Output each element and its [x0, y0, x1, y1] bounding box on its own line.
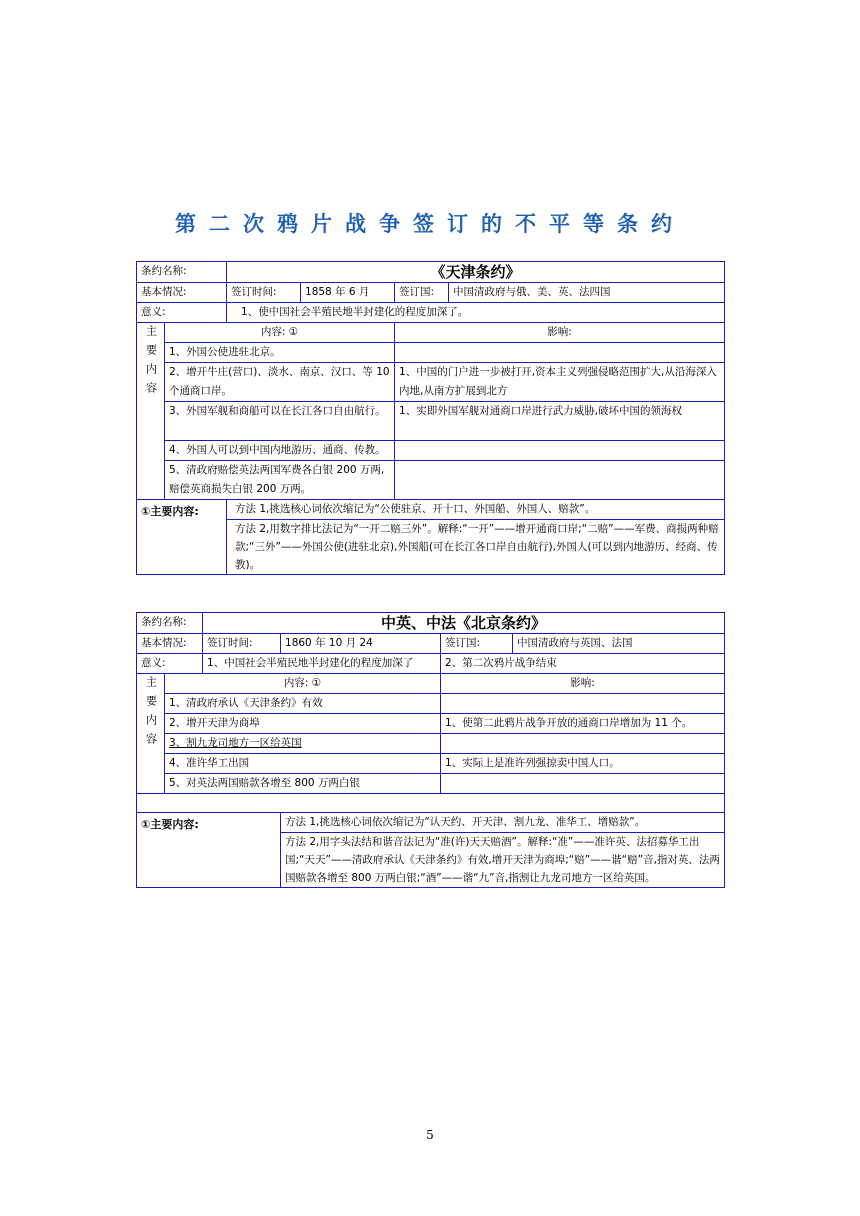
- meaning: 1、使中国社会半殖民地半封建化的程度加深了。: [227, 303, 725, 323]
- treaty-name: 《天津条约》: [227, 262, 725, 283]
- content-item: 1、外国公使进驻北京。: [165, 343, 395, 363]
- impact-header: 影响:: [395, 323, 725, 343]
- main-content-label: 主要内容: [137, 323, 165, 500]
- impact-item: 1、实际上是准许列强掠卖中国人口。: [441, 754, 725, 774]
- content-item: 3、割九龙司地方一区给英国: [165, 734, 441, 754]
- impact-item: [395, 441, 725, 461]
- signatories: 中国清政府与英国、法国: [513, 634, 725, 654]
- content-item: 3、外国军舰和商船可以在长江各口自由航行。: [165, 402, 395, 441]
- content-item: 4、外国人可以到中国内地游历、通商、传教。: [165, 441, 395, 461]
- impact-item: [395, 343, 725, 363]
- treaty-table-tianjin: [136, 261, 725, 575]
- basic-info-label: 基本情况:: [137, 634, 203, 654]
- impact-item: 1、实即外国军舰对通商口岸进行武力威胁,破坏中国的领海权: [395, 402, 725, 441]
- signatories: 中国清政府与俄、美、英、法四国: [449, 283, 725, 303]
- content-item: 5、清政府赔偿英法两国军费各白银 200 万两,赔偿英商损失白银 200 万两。: [165, 461, 395, 500]
- meaning-label: 意义:: [137, 654, 203, 674]
- content-item: 2、增开牛庄(营口)、淡水、南京、汉口、等 10 个通商口岸。: [165, 363, 395, 402]
- main-content-label: 主要内容: [137, 674, 165, 794]
- page-number: 5: [426, 1128, 434, 1142]
- sign-date-label: 签订时间:: [227, 283, 301, 303]
- impact-item: 1、使第二此鸦片战争开放的通商口岸增加为 11 个。: [441, 714, 725, 734]
- spacer-row: [137, 794, 725, 813]
- note-label: ①主要内容:: [137, 500, 227, 575]
- sign-date-label: 签订时间:: [203, 634, 281, 654]
- impact-item: [441, 694, 725, 714]
- signatories-label: 签订国:: [441, 634, 513, 654]
- sign-date: 1858 年 6 月: [301, 283, 395, 303]
- signatories-label: 签订国:: [395, 283, 449, 303]
- page-title: 第二次鸦片战争签订的不平等条约: [175, 212, 685, 236]
- treaty-table-beijing: [136, 612, 725, 888]
- content-item: 4、准许华工出国: [165, 754, 441, 774]
- treaty-name-label: 条约名称:: [137, 262, 227, 283]
- content-item: 2、增开天津为商埠: [165, 714, 441, 734]
- treaty-name: 中英、中法《北京条约》: [203, 613, 725, 634]
- method-2: 方法 2,用数字排比法记为“一开二赔三外”。解释:“一开”——增开通商口岸;“二赔”——军费、商损两种赔款;“三外”——外国公使(进驻北京),外国船(可在长江各口岸自由航行),外国人(可以到内地游历、经商、传教)。: [227, 520, 725, 575]
- meaning-label: 意义:: [137, 303, 227, 323]
- treaty-name-label: 条约名称:: [137, 613, 203, 634]
- impact-item: 1、中国的门户进一步被打开,资本主义列强侵略范围扩大,从沿海深入内地,从南方扩展到北方: [395, 363, 725, 402]
- meaning-1: 1、中国社会半殖民地半封建化的程度加深了: [203, 654, 441, 674]
- method-2: 方法 2,用字头法结和谐音法记为“准(许)天天赔酒”。解释:“准”——准许英、法招募华工出国;“天天”——清政府承认《天津条约》有效,增开天津为商埠;“赔”——谐“赔”音,指对英、法两国赔款各增至 800 万两白银;“酒”——谐“九”音,指割让九龙司地方一区给英国。: [281, 833, 725, 888]
- impact-item: [395, 461, 725, 500]
- basic-info-label: 基本情况:: [137, 283, 227, 303]
- impact-header: 影响:: [441, 674, 725, 694]
- content-header: 内容: ①: [165, 323, 395, 343]
- content-header: 内容: ①: [165, 674, 441, 694]
- sign-date: 1860 年 10 月 24: [281, 634, 441, 654]
- method-1: 方法 1,挑选核心词依次缩记为“公使驻京、开十口、外国船、外国人、赔款”。: [227, 500, 725, 520]
- note-label: ①主要内容:: [137, 813, 281, 888]
- impact-item: [441, 774, 725, 794]
- content-item: 1、清政府承认《天津条约》有效: [165, 694, 441, 714]
- content-item: 5、对英法两国赔款各增至 800 万两白银: [165, 774, 441, 794]
- method-1: 方法 1,挑选核心词依次缩记为“认天约、开天津、割九龙、准华工、增赔款”。: [281, 813, 725, 833]
- meaning-2: 2、第二次鸦片战争结束: [441, 654, 725, 674]
- impact-item: [441, 734, 725, 754]
